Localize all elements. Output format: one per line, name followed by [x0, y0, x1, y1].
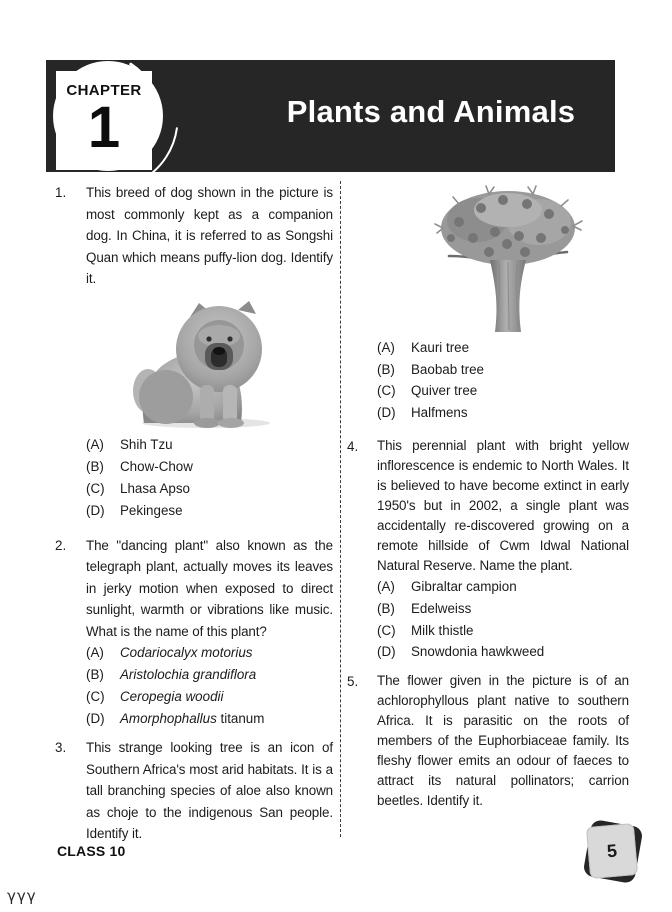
option-text: Snowdonia hawkweed	[411, 644, 545, 660]
option-text: Quiver tree	[411, 383, 478, 399]
option-text: Gibraltar campion	[411, 579, 517, 595]
question-3-option-c	[377, 380, 629, 402]
chow-chow-dog-photo	[128, 293, 288, 429]
question-2	[55, 535, 333, 731]
question-4-option-b	[377, 598, 629, 620]
question-3	[55, 737, 333, 845]
page-number: 5	[586, 823, 638, 879]
question-2-option-c	[86, 686, 333, 708]
option-label: (D)	[86, 711, 105, 726]
question-2-text: The "dancing plant" also known as the telegraph plant, actually moves its leaves in jerky motion when exposed to direct sunlight, warmth or vibrations like music. What is the name of this plant?	[86, 537, 333, 639]
question-3-option-a	[377, 337, 629, 359]
question-1-option-d	[86, 500, 333, 522]
chapter-header	[46, 60, 615, 172]
option-label: (A)	[377, 340, 395, 355]
question-4-text: This perennial plant with bright yellow inflorescence is endemic to North Wales. It is believed to have become extinct in early 1950's but in 2002, a single plant was accidentally re-discovered growing on a remote hillside of Cwm Idwal National Natural Reserve. Name the plant.	[377, 438, 629, 574]
option-text: Ceropegia woodii	[120, 689, 224, 704]
option-label: (D)	[377, 644, 396, 660]
question-3-option-d	[377, 402, 629, 424]
question-5-text: The flower given in the picture is of an achlorophyllous plant native to southern Africa. It is parasitic on the roots of members of the Euphorbiaceae family. Its fleshy flower emits an odour of faeces to attract its natural pollinators; carrion beetles. Identify it.	[377, 672, 629, 808]
option-label: (C)	[377, 383, 396, 399]
chapter-number: 1	[87, 95, 121, 160]
option-text: Aristolochia grandiflora	[120, 667, 257, 682]
option-label: (B)	[86, 458, 104, 474]
question-4-number: 4.	[347, 439, 359, 455]
question-3-figure-and-options	[347, 182, 629, 423]
option-text: Baobab tree	[411, 361, 484, 377]
page-title: Plants and Animals	[286, 94, 576, 129]
option-label: (B)	[377, 361, 395, 377]
question-2-option-b	[86, 664, 333, 686]
right-column	[347, 182, 629, 811]
question-4-option-a	[377, 576, 629, 598]
question-1-option-c	[86, 478, 333, 500]
question-2-number: 2.	[55, 537, 67, 553]
option-text: Halfmens	[411, 404, 468, 420]
option-label: (A)	[377, 579, 395, 595]
question-5-number: 5.	[347, 673, 359, 689]
option-label: (B)	[377, 600, 395, 616]
corner-printers-mark: γγγ	[7, 887, 37, 905]
column-divider	[340, 181, 341, 837]
option-label: (D)	[86, 502, 105, 518]
option-text: Shih Tzu	[120, 436, 173, 452]
option-text: Codariocalyx motorius	[120, 645, 253, 660]
option-text: Milk thistle	[411, 622, 474, 638]
question-3-text: This strange looking tree is an icon of Southern Africa's most arid habitats. It is a tall branching species of aloe also known as choje to the indigenous San people. Identify it.	[86, 740, 333, 841]
question-1	[55, 182, 333, 522]
option-text: Lhasa Apso	[120, 480, 190, 496]
question-1-option-a	[86, 434, 333, 456]
option-text: Kauri tree	[411, 340, 470, 355]
option-text: Edelweiss	[411, 600, 472, 616]
option-label: (B)	[86, 667, 104, 682]
question-1-text: This breed of dog shown in the picture is most commonly kept as a companion dog. In China, it is referred to as Songshi Quan which means puffy-lion dog. Identify it.	[86, 185, 333, 286]
chapter-badge	[46, 60, 246, 172]
question-1-option-b	[86, 456, 333, 478]
question-2-option-a	[86, 642, 333, 664]
option-label: (A)	[86, 645, 104, 660]
class-label: CLASS 10	[57, 843, 126, 859]
option-text: Chow-Chow	[120, 458, 193, 474]
question-4	[347, 436, 629, 662]
question-5	[347, 671, 629, 811]
option-label: (A)	[86, 436, 104, 452]
question-2-option-d	[86, 708, 333, 730]
quiver-tree-photo	[429, 182, 587, 332]
page-number-badge	[584, 821, 642, 884]
option-label: (C)	[377, 622, 396, 638]
option-text: Amorphophallus titanum	[120, 711, 265, 726]
question-3-number: 3.	[55, 740, 67, 755]
question-4-option-d	[377, 641, 629, 663]
question-4-option-c	[377, 620, 629, 642]
option-label: (C)	[86, 480, 105, 496]
left-column	[55, 182, 333, 845]
question-3-option-b	[377, 359, 629, 381]
chapter-label: CHAPTER	[66, 82, 142, 99]
option-text: Pekingese	[120, 502, 183, 518]
option-label: (C)	[86, 689, 105, 704]
question-1-number: 1.	[55, 185, 67, 200]
option-label: (D)	[377, 404, 396, 420]
